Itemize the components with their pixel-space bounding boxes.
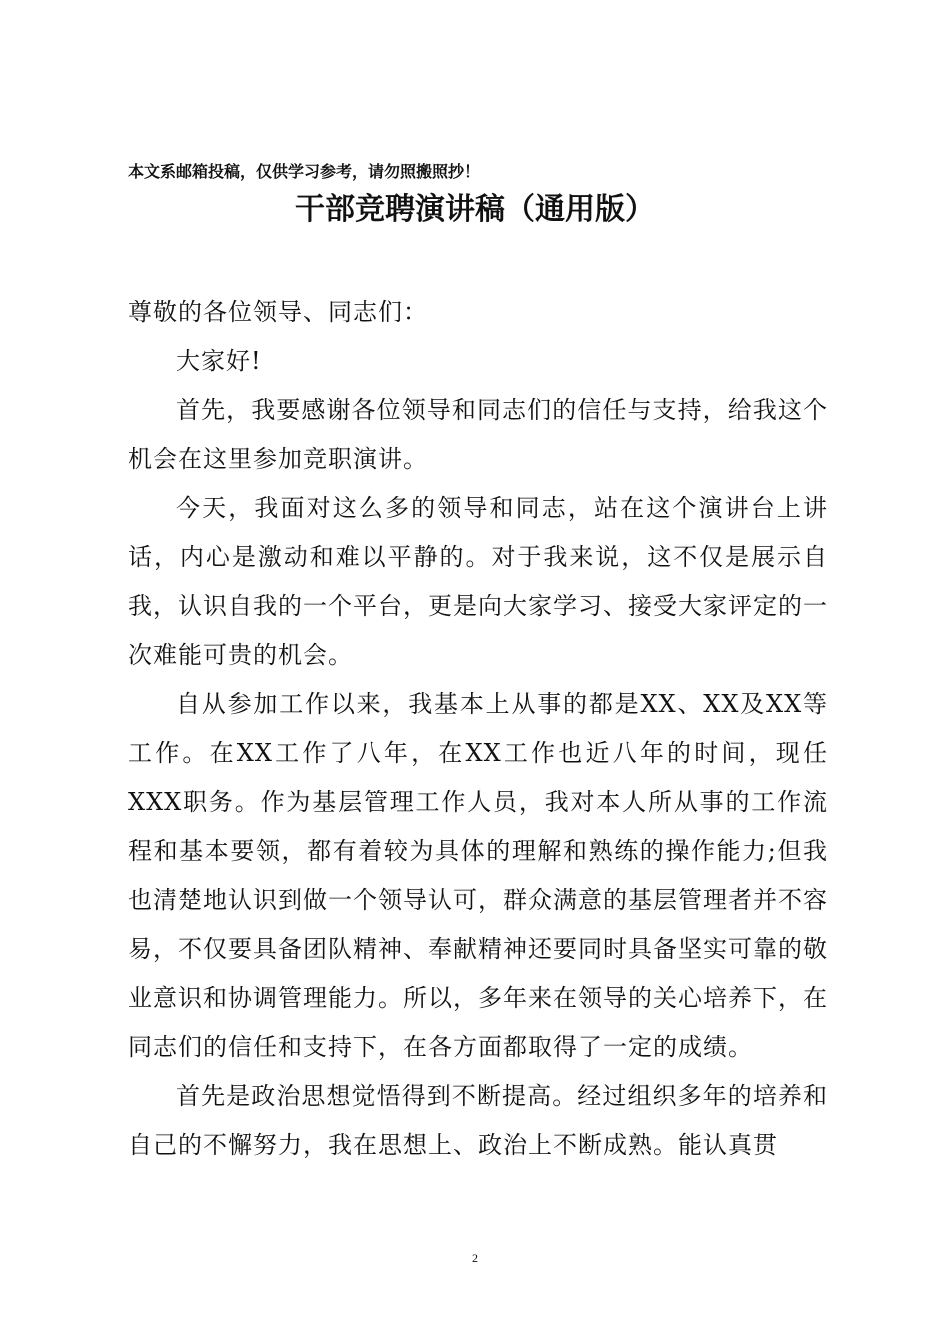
paragraph-opportunity: 今天，我面对这么多的领导和同志，站在这个演讲台上讲话，内心是激动和难以平静的。对于我来说，这不仅是展示自我，认识自我的一个平台，更是向大家学习、接受大家评定的一次难能可贵的机会。 <box>128 494 828 669</box>
document-title: 干部竞聘演讲稿（通用版） <box>295 192 655 227</box>
paragraph-work-history: 自从参加工作以来，我基本上从事的都是XX、XX及XX等工作。在XX工作了八年，在XX工作也近八年的时间，现任XXX职务。作为基层管理工作人员，我对本人所从事的工作流程和基本要领，都有着较为具体的理解和熟练的操作能力;但我也清楚地认识到做一个领导认可，群众满意的基层管理者并不容易，不仅要具备团队精神、奉献精神还要同时具备坚实可靠的敬业意识和协调管理能力。所以，多年来在领导的关心培养下，在同志们的信任和支持下，在各方面都取得了一定的成绩。 <box>128 690 828 1061</box>
submission-notice: 本文系邮箱投稿，仅供学习参考，请勿照搬照抄！ <box>128 162 481 181</box>
paragraph-thanks: 首先，我要感谢各位领导和同志们的信任与支持，给我这个机会在这里参加竞职演讲。 <box>128 396 828 473</box>
document-body <box>128 288 828 1170</box>
salutation: 尊敬的各位领导、同志们： <box>128 298 428 326</box>
paragraph-greeting: 大家好! <box>176 347 262 375</box>
page-number: 2 <box>472 1251 478 1265</box>
paragraph-political-awareness: 首先是政治思想觉悟得到不断提高。经过组织多年的培养和自己的不懈努力，我在思想上、政治上不断成熟。能认真贯 <box>128 1082 828 1159</box>
